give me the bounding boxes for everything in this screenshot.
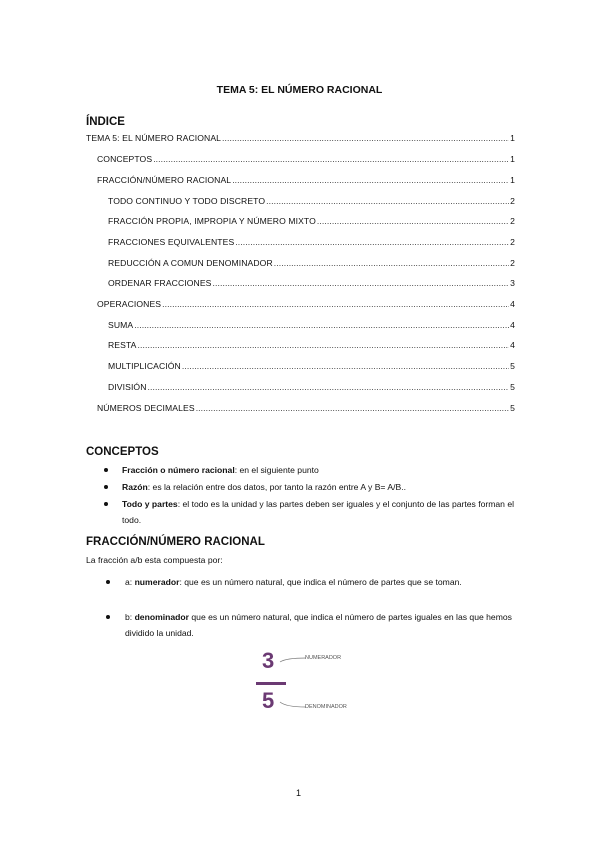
- conceptos-item-razon: Razón: es la relación entre dos datos, por tanto la razón entre A y B= A/B..: [122, 482, 406, 492]
- conceptos-item-todo-partes: Todo y partes: el todo es la unidad y las partes deben ser iguales y el conjunto de las partes forman el todo.: [122, 499, 515, 525]
- conceptos-heading: CONCEPTOS: [86, 446, 159, 458]
- bullet-icon: [106, 615, 110, 619]
- fraction-leader-lines: [278, 652, 318, 712]
- page-number: 1: [296, 788, 302, 798]
- fraccion-intro: La fracción a/b esta compuesta por:: [86, 555, 223, 565]
- conceptos-item-fraccion: Fracción o número racional: en el siguiente punto: [122, 465, 319, 475]
- toc-entry-division[interactable]: DIVISIÓN ..... 5: [108, 382, 515, 392]
- toc-entry-resta[interactable]: RESTA ..... 4: [108, 340, 515, 350]
- toc-entry-fraccion-propia[interactable]: FRACCIÓN PROPIA, IMPROPIA Y NÚMERO MIXTO ..... 2: [108, 216, 515, 226]
- fraction-numerator: 3: [262, 648, 275, 673]
- toc-entry-ordenar[interactable]: ORDENAR FRACCIONES ..... 3: [108, 278, 515, 288]
- document-title: TEMA 5: EL NÚMERO RACIONAL: [216, 84, 383, 96]
- bullet-icon: [106, 580, 110, 584]
- toc-entry-suma[interactable]: SUMA ..... 4: [108, 320, 515, 330]
- numerator-label: NUMERADOR: [305, 655, 342, 661]
- bullet-icon: [104, 468, 108, 472]
- fraction-denominator: 5: [262, 688, 275, 713]
- toc-entry-reduccion[interactable]: REDUCCIÓN A COMUN DENOMINADOR ..... 2: [108, 258, 515, 268]
- toc-entry-fracciones-equivalentes[interactable]: FRACCIONES EQUIVALENTES ..... 2: [108, 237, 515, 247]
- fraccion-item-denominador: b: denominador que es un número natural, que indica el número de partes iguales en las que hemos dividido la unidad.: [125, 612, 512, 638]
- fraccion-heading: FRACCIÓN/NÚMERO RACIONAL: [86, 536, 265, 548]
- toc-entry-multiplicacion[interactable]: MULTIPLICACIÓN ..... 5: [108, 361, 515, 371]
- toc-entry-tema5[interactable]: TEMA 5: EL NÚMERO RACIONAL ..... 1: [86, 133, 515, 143]
- denominator-label: DENOMINADOR: [305, 704, 347, 710]
- toc-entry-operaciones[interactable]: OPERACIONES ..... 4: [97, 299, 515, 309]
- toc-entry-numeros-decimales[interactable]: NÚMEROS DECIMALES ..... 5: [97, 403, 515, 413]
- bullet-icon: [104, 502, 108, 506]
- index-heading: ÍNDICE: [86, 116, 125, 128]
- toc-entry-fraccion[interactable]: FRACCIÓN/NÚMERO RACIONAL ..... 1: [97, 175, 515, 185]
- toc-entry-conceptos[interactable]: CONCEPTOS ..... 1: [97, 154, 515, 164]
- bullet-icon: [104, 485, 108, 489]
- toc-entry-todo-continuo[interactable]: TODO CONTINUO Y TODO DISCRETO ..... 2: [108, 196, 515, 206]
- fraccion-item-numerador: a: numerador: que es un número natural, que indica el número de partes que se toman.: [125, 577, 462, 587]
